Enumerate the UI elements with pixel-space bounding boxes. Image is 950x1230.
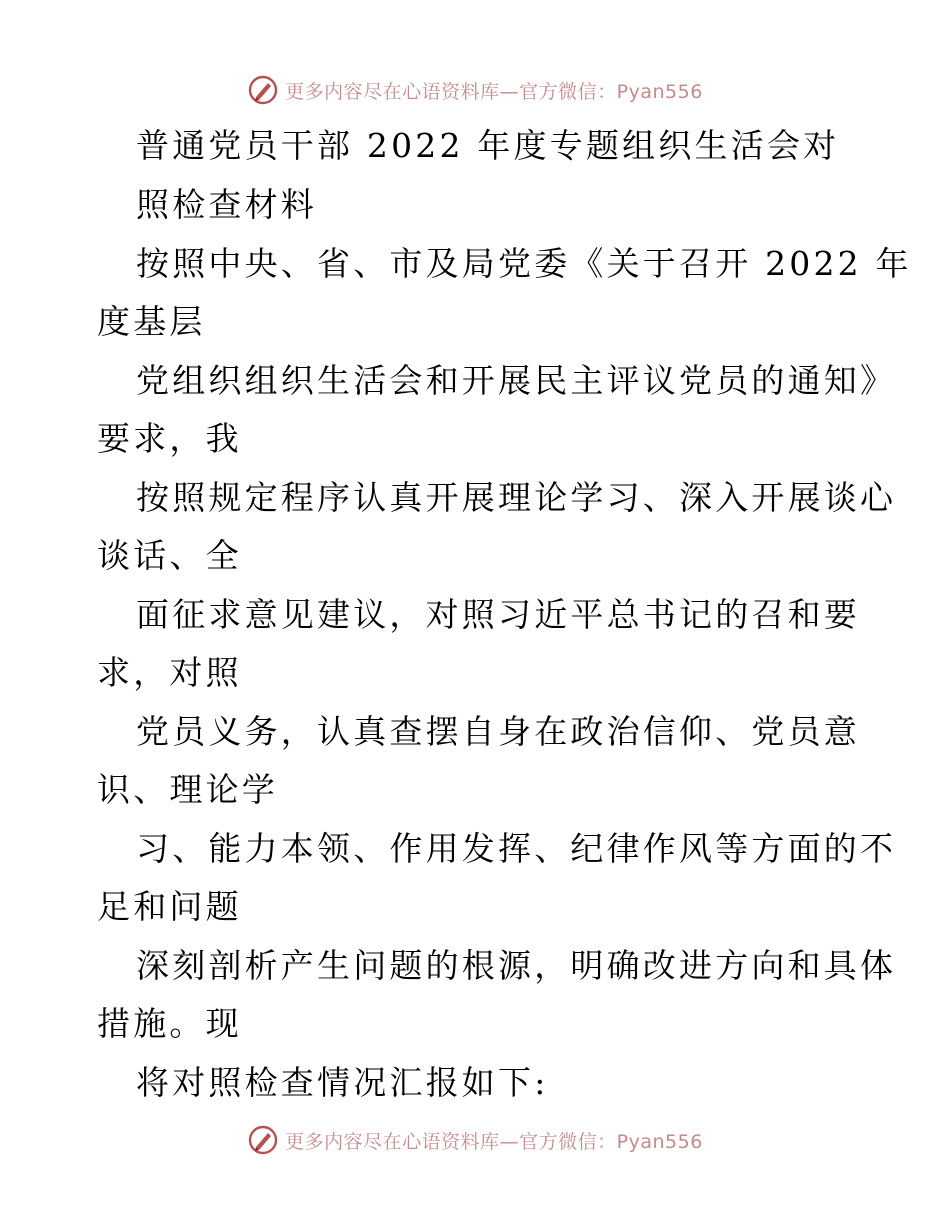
paragraph-line: 习、能力本领、作用发挥、纪律作风等方面的不 [136, 829, 897, 868]
paragraph-line: 度基层 [97, 302, 206, 341]
paragraph-line: 要求，我 [97, 419, 242, 458]
paragraph-line: 识、理论学 [97, 770, 278, 809]
watermark-text: 更多内容尽在心语资料库—官方微信：Pyan556 [285, 1130, 703, 1153]
paragraph-line: 措施。现 [97, 1004, 242, 1043]
paragraph-line: 谈话、全 [97, 536, 242, 575]
paragraph-line: 党组织组织生活会和开展民主评议党员的通知》 [136, 361, 897, 400]
paragraph-line: 深刻剖析产生问题的根源，明确改进方向和具体 [136, 946, 897, 985]
paragraph-line: 按照规定程序认真开展理论学习、深入开展谈心 [136, 478, 897, 517]
paragraph-line: 党员义务，认真查摆自身在政治信仰、党员意 [136, 712, 860, 751]
watermark-text: 更多内容尽在心语资料库—官方微信：Pyan556 [285, 80, 703, 103]
paragraph-line: 面征求意见建议，对照习近平总书记的召和要 [136, 595, 860, 634]
watermark-banner-bottom [0, 1120, 950, 1160]
paragraph-line: 足和问题 [97, 887, 242, 926]
paragraph-line: 将对照检查情况汇报如下: [136, 1063, 549, 1102]
watermark-banner-top [0, 70, 950, 110]
paragraph-line: 按照中央、省、市及局党委《关于召开 2022 年 [136, 244, 912, 283]
paragraph-line: 求，对照 [97, 653, 242, 692]
pen-seal-logo-icon [247, 74, 279, 106]
document-title-line-2: 照检查材料 [136, 185, 317, 224]
pen-seal-logo-icon [247, 1124, 279, 1156]
document-title-line-1: 普通党员干部 2022 年度专题组织生活会对 [136, 126, 840, 165]
